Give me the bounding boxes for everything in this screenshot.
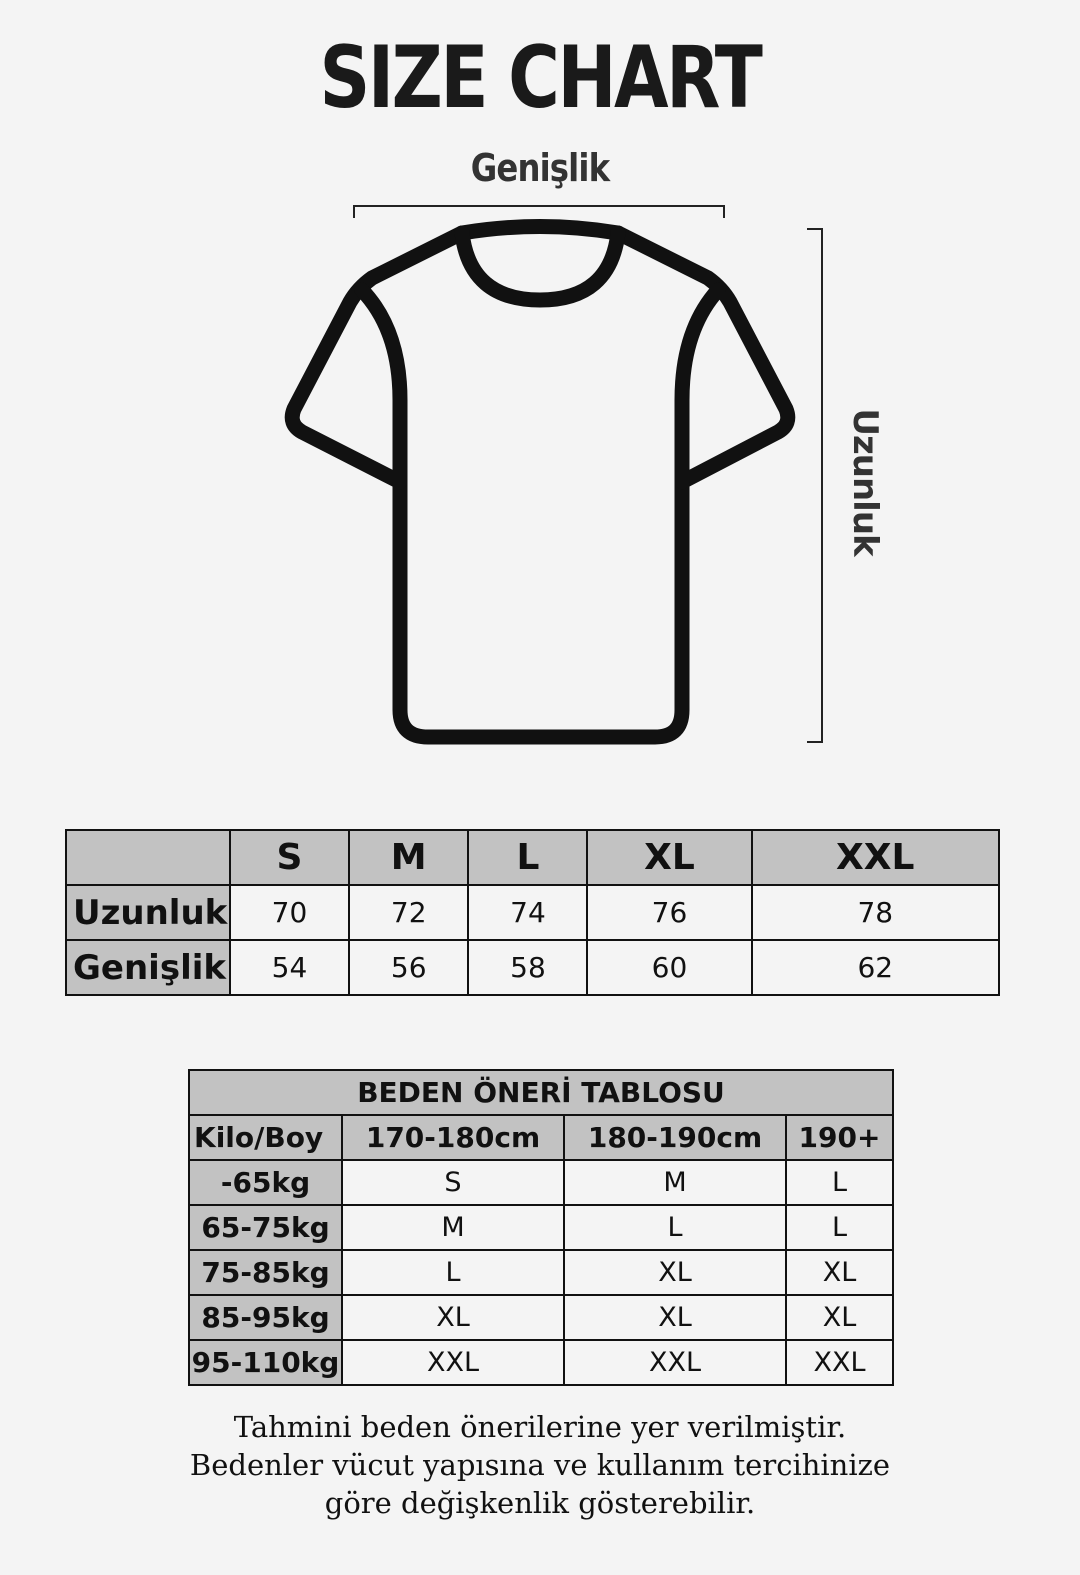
height-header-cell: 180-190cm bbox=[564, 1115, 786, 1160]
weight-label: 95-110kg bbox=[189, 1340, 342, 1385]
table-cell: L bbox=[342, 1250, 564, 1295]
note-line: Bedenler vücut yapısına ve kullanım tercihinize bbox=[189, 1448, 891, 1482]
recommendation-caption: BEDEN ÖNERİ TABLOSU bbox=[189, 1070, 893, 1115]
table-cell: XL bbox=[786, 1295, 893, 1340]
size-header-row bbox=[66, 830, 999, 885]
table-cell: 56 bbox=[349, 940, 469, 995]
table-cell: XL bbox=[564, 1295, 786, 1340]
table-cell: 76 bbox=[587, 885, 751, 940]
table-cell: L bbox=[786, 1160, 893, 1205]
table-row bbox=[189, 1340, 893, 1385]
table-row bbox=[189, 1205, 893, 1250]
table-cell: 78 bbox=[752, 885, 999, 940]
size-header-corner bbox=[66, 830, 230, 885]
table-cell: 54 bbox=[230, 940, 349, 995]
height-header-cell: 170-180cm bbox=[342, 1115, 564, 1160]
table-cell: M bbox=[342, 1205, 564, 1250]
table-cell: 74 bbox=[468, 885, 587, 940]
table-cell: XXL bbox=[786, 1340, 893, 1385]
table-cell: L bbox=[564, 1205, 786, 1250]
table-cell: M bbox=[564, 1160, 786, 1205]
width-label: Genişlik bbox=[470, 146, 610, 190]
weight-height-corner: Kilo/Boy bbox=[189, 1115, 342, 1160]
row-label: Genişlik bbox=[66, 940, 230, 995]
disclaimer-note bbox=[0, 1408, 1080, 1522]
recommendation-caption-row bbox=[189, 1070, 893, 1115]
table-row bbox=[189, 1250, 893, 1295]
weight-label: 75-85kg bbox=[189, 1250, 342, 1295]
table-cell: 72 bbox=[349, 885, 469, 940]
table-cell: XL bbox=[342, 1295, 564, 1340]
tshirt-icon bbox=[292, 227, 788, 738]
size-header-cell: M bbox=[349, 830, 469, 885]
recommendation-header-row bbox=[189, 1115, 893, 1160]
table-cell: 62 bbox=[752, 940, 999, 995]
table-cell: 60 bbox=[587, 940, 751, 995]
weight-label: 85-95kg bbox=[189, 1295, 342, 1340]
size-header-cell: L bbox=[468, 830, 587, 885]
table-row bbox=[189, 1160, 893, 1205]
page-title: SIZE CHART bbox=[319, 28, 761, 128]
length-label: Uzunluk bbox=[845, 408, 885, 556]
size-row-width bbox=[66, 940, 999, 995]
note-line: Tahmini beden önerilerine yer verilmiştir. bbox=[233, 1410, 847, 1444]
size-header-cell: XL bbox=[587, 830, 751, 885]
width-bracket bbox=[354, 206, 724, 218]
height-header-cell: 190+ bbox=[786, 1115, 893, 1160]
note-line: göre değişkenlik gösterebilir. bbox=[324, 1486, 756, 1520]
size-header-cell: S bbox=[230, 830, 349, 885]
table-cell: 58 bbox=[468, 940, 587, 995]
table-cell: XXL bbox=[564, 1340, 786, 1385]
table-cell: 70 bbox=[230, 885, 349, 940]
table-cell: L bbox=[786, 1205, 893, 1250]
weight-label: -65kg bbox=[189, 1160, 342, 1205]
table-cell: XL bbox=[564, 1250, 786, 1295]
table-cell: S bbox=[342, 1160, 564, 1205]
table-row bbox=[189, 1295, 893, 1340]
size-header-cell: XXL bbox=[752, 830, 999, 885]
size-row-length bbox=[66, 885, 999, 940]
table-cell: XL bbox=[786, 1250, 893, 1295]
weight-label: 65-75kg bbox=[189, 1205, 342, 1250]
length-bracket bbox=[807, 229, 822, 742]
size-table bbox=[65, 829, 1000, 996]
size-recommendation-table bbox=[188, 1069, 894, 1386]
row-label: Uzunluk bbox=[66, 885, 230, 940]
table-cell: XXL bbox=[342, 1340, 564, 1385]
